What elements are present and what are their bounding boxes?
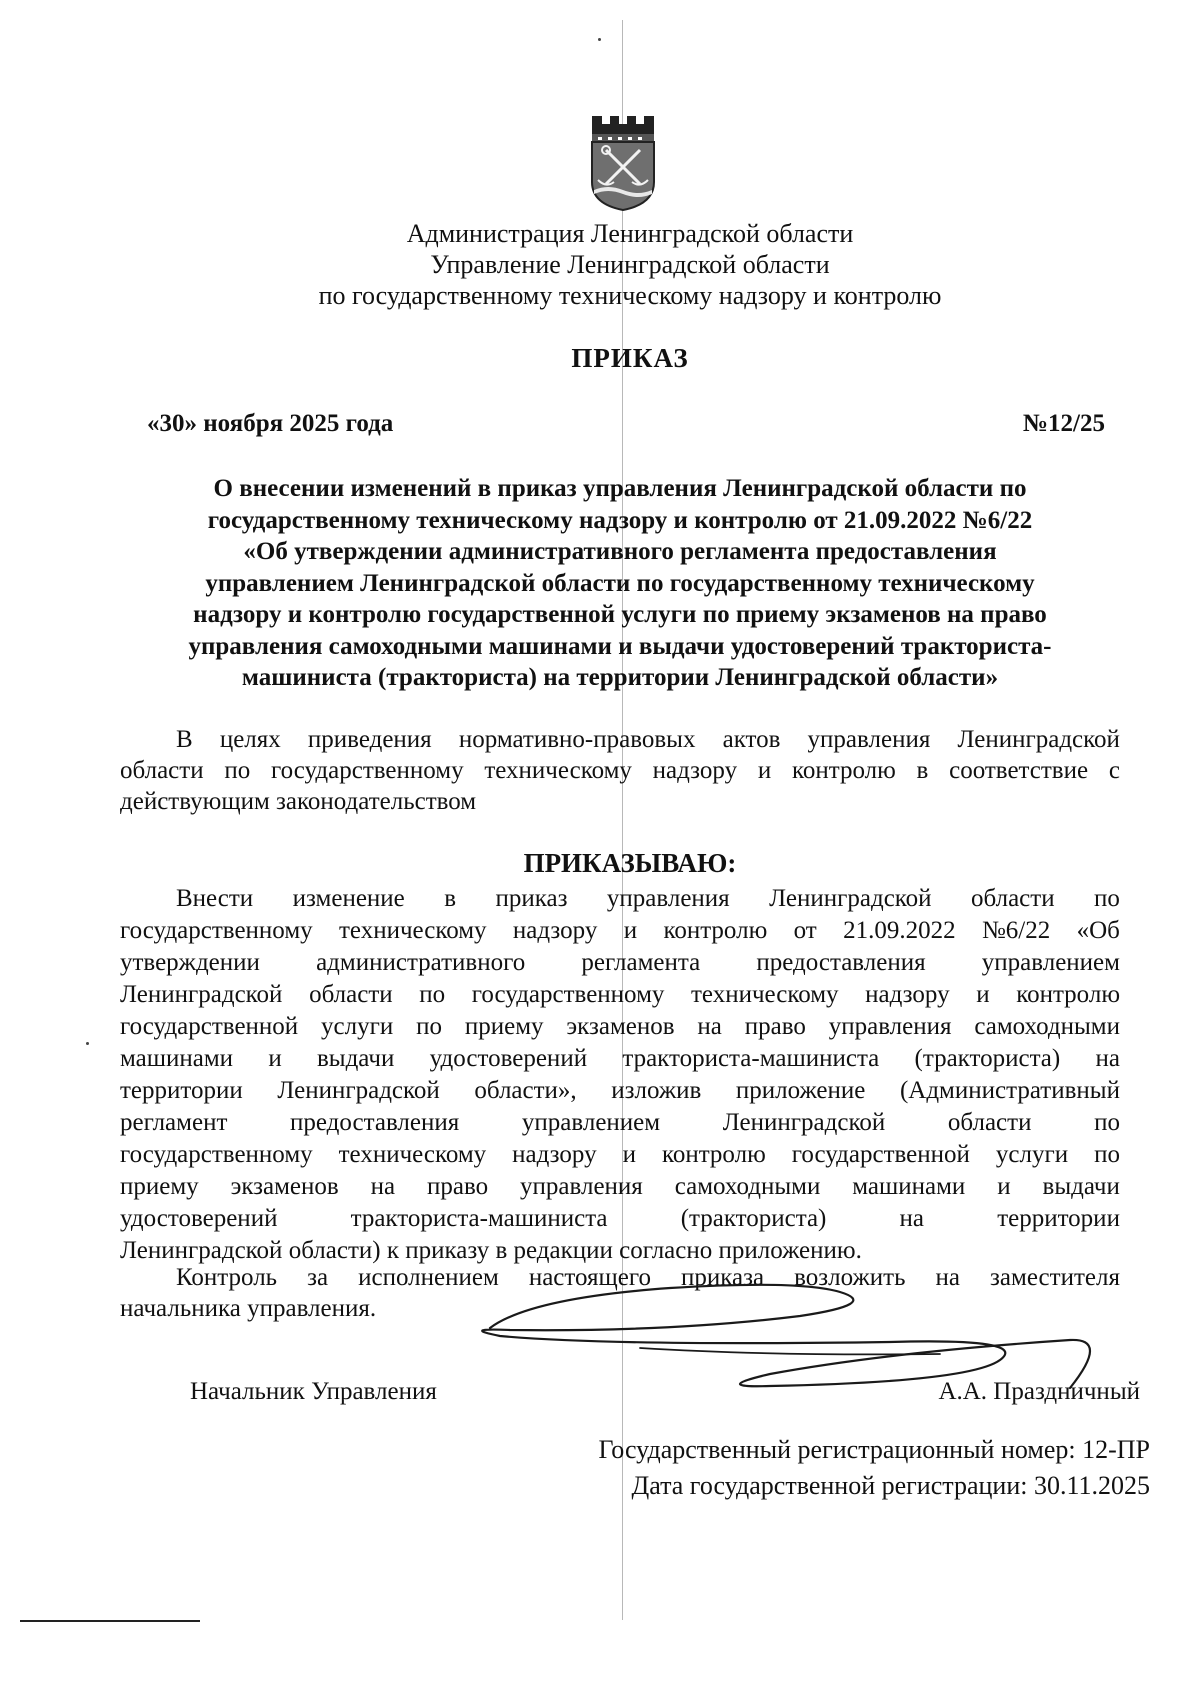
- word: государственному: [471, 981, 665, 1008]
- subject-line: государственному техническому надзору и контролю от 21.09.2022 №6/22: [207, 506, 1033, 534]
- preamble-paragraph: [120, 724, 1120, 817]
- word: «Об: [1076, 917, 1120, 944]
- text-line: [120, 947, 1120, 979]
- word: и: [623, 917, 638, 944]
- subject-line: надзору и контролю государственной услуги по приему экзаменов на право: [193, 601, 1047, 628]
- word: Ленинградской: [120, 981, 283, 1008]
- word: управления: [520, 1173, 643, 1200]
- word: №6/22: [981, 917, 1051, 944]
- word: контролю: [663, 917, 768, 944]
- word: право: [744, 1013, 806, 1040]
- word: утверждении: [120, 949, 260, 976]
- signer-position: Начальник Управления: [190, 1378, 437, 1405]
- word: Ленинградской: [722, 1109, 886, 1136]
- word: 21.09.2022: [843, 917, 956, 944]
- word: удостоверений: [429, 1045, 588, 1072]
- registration-block: [599, 1432, 1150, 1504]
- registration-number: Государственный регистрационный номер: 12-ПР: [598, 1435, 1150, 1464]
- word: надзору: [652, 757, 738, 784]
- word: государственному: [120, 917, 313, 944]
- word: экзаменов: [230, 1173, 339, 1200]
- word: начальника управления.: [120, 1295, 377, 1322]
- subject-line: машиниста (тракториста) на территории Ленинградской области»: [241, 664, 999, 691]
- word: настоящего: [528, 1264, 651, 1291]
- subject-line: управлением Ленинградской области по государственному техническому: [205, 569, 1035, 597]
- text-line: [120, 1139, 1120, 1171]
- word: области: [971, 885, 1055, 912]
- word: нормативно-правовых: [458, 726, 696, 753]
- word: регламента: [581, 949, 701, 976]
- word: и: [757, 757, 772, 784]
- word: экзаменов: [566, 1013, 675, 1040]
- word: на: [899, 1205, 925, 1232]
- text-line: [120, 786, 1120, 817]
- word: по: [1094, 1141, 1120, 1168]
- word: и: [622, 1141, 636, 1168]
- word: изложив: [611, 1077, 702, 1104]
- word: возложить: [794, 1264, 906, 1291]
- word: целях: [219, 726, 281, 753]
- word: с: [1108, 757, 1120, 784]
- registration-date: Дата государственной регистрации: 30.11.2025: [631, 1471, 1150, 1500]
- word: от: [793, 917, 817, 944]
- decree-paragraph: [120, 883, 1120, 1267]
- text-line: [120, 979, 1120, 1011]
- word: регламент: [120, 1109, 228, 1136]
- word: управления: [606, 885, 730, 912]
- word: Внести: [176, 885, 254, 912]
- word: контролю: [791, 757, 896, 784]
- word: на: [697, 1013, 722, 1040]
- word: надзору: [512, 917, 598, 944]
- word: услуги: [321, 1013, 394, 1040]
- text-line: [120, 1203, 1120, 1235]
- word: тракториста-машиниста: [622, 1045, 880, 1072]
- word: управления: [807, 726, 931, 753]
- subject-line: О внесении изменений в приказ управления Ленинградской области по: [213, 475, 1027, 502]
- word: машинами: [852, 1173, 966, 1200]
- text-line: [120, 755, 1120, 786]
- word: заместителя: [990, 1264, 1120, 1291]
- word: государственной: [791, 1141, 970, 1168]
- text-line: [120, 1043, 1120, 1075]
- word: приведения: [307, 726, 432, 753]
- word: области: [309, 981, 393, 1008]
- word: по: [1094, 1109, 1120, 1136]
- word: актов: [722, 726, 781, 753]
- word: и: [976, 981, 990, 1008]
- word: области: [947, 1109, 1032, 1136]
- word: приложение: [735, 1077, 866, 1104]
- word: в: [444, 885, 457, 912]
- order-number: №12/25: [1022, 410, 1105, 437]
- word: (тракториста): [680, 1205, 827, 1232]
- word: на: [1095, 1045, 1120, 1072]
- text-line: [120, 1107, 1120, 1139]
- word: техническому: [338, 1141, 487, 1168]
- word: приему: [464, 1013, 544, 1040]
- word: управления: [828, 1013, 952, 1040]
- order-date: «30» ноября 2025 года: [147, 410, 394, 437]
- word: области: [120, 757, 204, 784]
- footer-rule: [20, 1620, 200, 1622]
- word: территории: [997, 1205, 1120, 1232]
- word: Ленинградской: [769, 885, 932, 912]
- coat-of-arms-icon: [588, 112, 658, 212]
- word: машинами: [120, 1045, 234, 1072]
- word: управлением: [521, 1109, 661, 1136]
- word: исполнением: [358, 1264, 499, 1291]
- scan-speck: [598, 38, 601, 41]
- word: Ленинградской: [277, 1077, 440, 1104]
- word: (Административный: [899, 1077, 1120, 1104]
- word: на: [370, 1173, 396, 1200]
- word: В: [176, 726, 193, 753]
- word: контролю: [661, 1141, 766, 1168]
- word: техническому: [484, 757, 632, 784]
- word: самоходными: [974, 1013, 1120, 1040]
- word: управлением: [981, 949, 1120, 976]
- word: надзору: [865, 981, 950, 1008]
- header-line-department: Управление Ленинградской области: [430, 250, 830, 279]
- header-line-administration: Администрация Ленинградской области: [406, 219, 854, 248]
- organization-header: [150, 218, 1110, 311]
- word: приему: [120, 1173, 199, 1200]
- word: государственному: [120, 1141, 313, 1168]
- word: приказа: [681, 1264, 765, 1291]
- decree-title: ПРИКАЗЫВАЮ:: [523, 848, 737, 878]
- text-line: [120, 1075, 1120, 1107]
- word: соответствие: [949, 757, 1089, 784]
- word: и: [997, 1173, 1011, 1200]
- subject-line: управления самоходными машинами и выдачи удостоверений тракториста-: [188, 632, 1052, 660]
- word: приказ: [495, 885, 568, 912]
- word: выдачи: [1042, 1173, 1120, 1200]
- word: надзору: [512, 1141, 597, 1168]
- subject-line: «Об утверждении административного регламента предоставления: [243, 538, 997, 565]
- text-line: [120, 883, 1120, 915]
- word: по: [419, 981, 446, 1008]
- word: территории: [120, 1077, 243, 1104]
- word: Ленинградской области) к приказу в редакции согласно приложению.: [120, 1237, 862, 1264]
- text-line: [120, 1011, 1120, 1043]
- word: изменение: [292, 885, 405, 912]
- order-title: ПРИКАЗ: [571, 343, 689, 373]
- word: услуги: [995, 1141, 1069, 1168]
- scan-speck: [86, 1042, 89, 1045]
- word: право: [427, 1173, 489, 1200]
- signer-name: А.А. Праздничный: [938, 1378, 1140, 1405]
- word: и: [268, 1045, 282, 1072]
- word: государственной: [120, 1013, 299, 1040]
- word: тракториста-машиниста: [350, 1205, 608, 1232]
- word: Контроль: [176, 1264, 278, 1291]
- word: техническому: [691, 981, 839, 1008]
- word: на: [935, 1264, 961, 1291]
- word: предоставления: [290, 1109, 460, 1136]
- word: самоходными: [674, 1173, 821, 1200]
- word: техническому: [339, 917, 487, 944]
- word: административного: [316, 949, 526, 976]
- word: Ленинградской: [957, 726, 1120, 753]
- text-line: [120, 1171, 1120, 1203]
- word: за: [307, 1264, 329, 1291]
- word: государственному: [270, 757, 464, 784]
- text-line: [120, 915, 1120, 947]
- header-line-supervision: по государственному техническому надзору и контролю: [318, 281, 942, 310]
- word: в: [916, 757, 929, 784]
- text-line: [120, 724, 1120, 755]
- word: области»,: [474, 1077, 577, 1104]
- word: по: [416, 1013, 443, 1040]
- word: удостоверений: [120, 1205, 278, 1232]
- order-subject: [120, 473, 1120, 694]
- word: выдачи: [316, 1045, 395, 1072]
- word: действующим законодательством: [120, 788, 477, 815]
- word: предоставления: [756, 949, 926, 976]
- word: (тракториста): [914, 1045, 1061, 1072]
- word: по: [224, 757, 251, 784]
- word: по: [1094, 885, 1120, 912]
- word: контролю: [1016, 981, 1120, 1008]
